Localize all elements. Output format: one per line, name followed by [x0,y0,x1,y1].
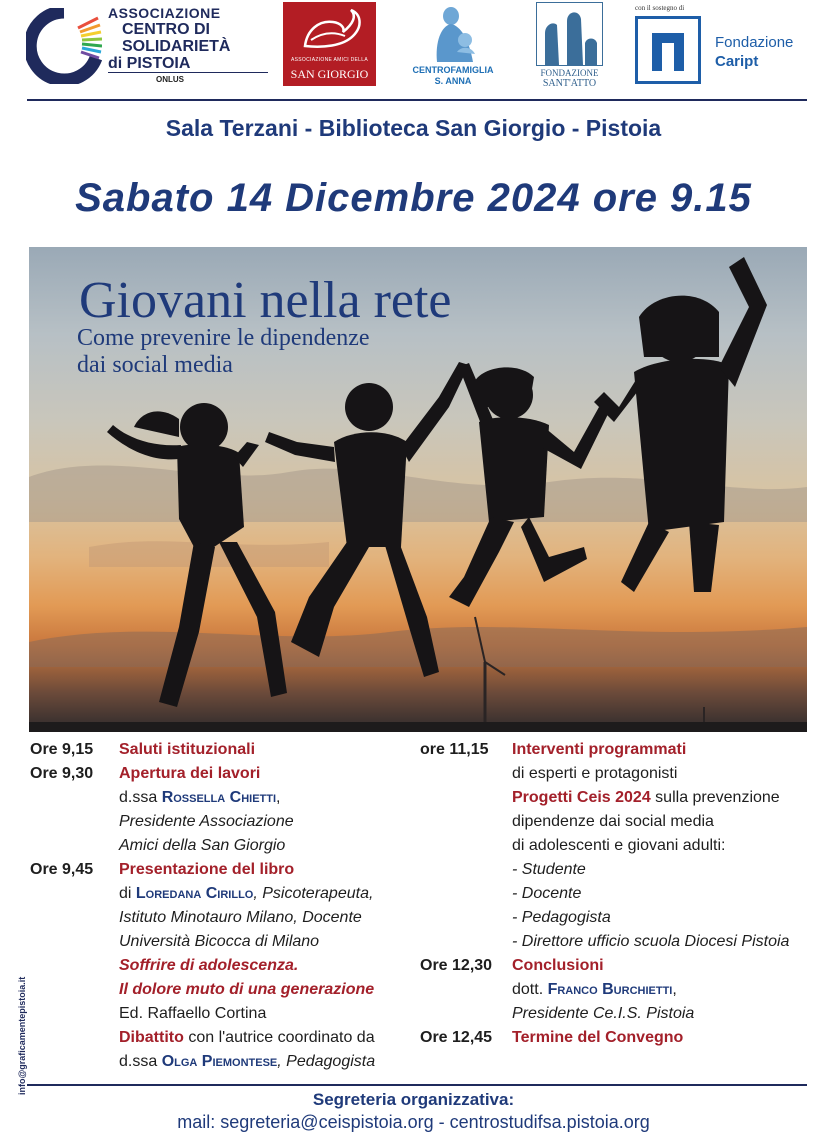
ceis-divider [108,72,268,73]
list-item: - Docente [512,885,582,902]
session-detail: dipendenze dai social media [512,813,714,830]
caript-support-label: con il sostegno di [635,4,685,12]
san-giorgio-small-text: ASSOCIAZIONE AMICI DELLA [291,57,368,63]
ceis-ring-icon [26,8,102,84]
projects-label: Progetti Ceis 2024 [512,789,651,806]
program-row [420,1026,684,1050]
projects-text: sulla prevenzione [650,789,780,806]
session-time: ore 11,15 [420,741,489,758]
book-publisher: Ed. Raffaello Cortina [119,1005,267,1022]
secretariat-contacts[interactable]: mail: segreteria@ceispistoia.org - centrostudifsa.pistoia.org [177,1112,650,1132]
ceis-wordmark [108,6,278,72]
san-giorgio-logo [283,2,376,86]
speaker-name: Loredana Cirillo [135,885,254,902]
session-title: Conclusioni [512,957,604,974]
speaker-prefix: d.ssa [119,1053,162,1070]
ceis-line-1: ASSOCIAZIONE [108,5,221,21]
header-divider [27,99,807,101]
session-title: Presentazione del libro [119,861,295,878]
program-row [119,1050,375,1074]
speaker-prefix: di [119,885,136,902]
designer-credit: info@graficamentepistoia.it [17,976,27,1095]
sant-atto-logo [533,2,606,90]
speaker-name: Rossella Chietti [161,789,277,806]
session-detail: di adolescenti e giovani adulti: [512,837,726,854]
hero-photo [29,247,807,732]
list-item: - Pedagogista [512,909,611,926]
debate-label: Dibattito [119,1029,184,1046]
speaker-comma: , [276,789,281,806]
session-title: Saluti istituzionali [119,741,256,758]
program-right-column [420,738,820,1058]
centro-famiglia-line-1: CENTROFAMIGLIA [412,65,494,75]
session-title: Interventi programmati [512,741,687,758]
sant-atto-frame [536,2,603,66]
program-row [420,738,687,762]
book-title-line-2: Il dolore muto di una generazione [119,981,375,998]
book-title-line-1: Soffrire di adolescenza. [119,957,299,974]
program-row [119,786,280,810]
speaker-affiliation: Università Bicocca di Milano [119,933,320,950]
program-row [30,762,261,786]
hero-subtitle-line-1: Come prevenire le dipendenze [77,325,370,351]
session-title: Apertura dei lavori [119,765,261,782]
speaker-role: Amici della San Giorgio [119,837,286,854]
program-row [119,1026,375,1050]
program-left-column [30,738,420,1078]
sant-atto-line-2: SANT'ATTO [542,78,597,89]
ceis-line-3: SOLIDARIETÀ [122,38,231,55]
caript-name-line-1: Fondazione [715,34,794,51]
sant-atto-line-1: FONDAZIONE [540,68,599,78]
caript-name-line-2: Caript [715,53,759,70]
ceis-line-4: di PISTOIA [108,55,191,72]
ceis-onlus: ONLUS [156,75,184,84]
centro-famiglia-logo [407,2,499,92]
program-row [420,954,604,978]
program-row [512,978,677,1002]
caript-logo [633,2,813,90]
session-time: Ore 9,45 [30,861,94,878]
speaker-role: , Pedagogista [277,1053,376,1070]
caript-n-icon [638,19,698,81]
session-time: Ore 12,30 [420,957,493,974]
speaker-name: Franco Burchietti [547,981,673,998]
speaker-role: Presidente Ce.I.S. Pistoia [512,1005,695,1022]
hero-title: Giovani nella rete [79,272,452,329]
session-time: Ore 9,15 [30,741,94,758]
program-row [30,858,295,882]
hero-subtitle-line-2: dai social media [77,352,233,378]
speaker-comma: , [672,981,677,998]
list-item: - Studente [512,861,586,878]
debate-text: con l'autrice coordinato da [183,1029,375,1046]
centro-famiglia-line-2: S. ANNA [434,76,472,86]
list-item: - Direttore ufficio scuola Diocesi Pistoia [512,933,790,950]
speaker-prefix: d.ssa [119,789,162,806]
session-title: Termine del Convegno [512,1029,684,1046]
speaker-role: , Psicoterapeuta, [253,885,374,902]
logo-bar [0,0,827,100]
speaker-prefix: dott. [512,981,548,998]
program-row [30,738,256,762]
program-row [512,786,780,810]
program-row [119,882,373,906]
session-detail: di esperti e protagonisti [512,765,678,782]
mother-child-icon [407,2,499,64]
secretariat-label: Segreteria organizzativa: [312,1090,515,1109]
swan-icon [283,2,376,58]
caript-mark [635,16,701,84]
hero-subtitle [77,325,497,379]
speaker-role: Presidente Associazione [119,813,294,830]
speaker-name: Olga Piemontese [161,1053,278,1070]
ceis-line-2: CENTRO DI [122,21,210,38]
saint-figure-icon [537,3,602,65]
session-time: Ore 12,45 [420,1029,493,1046]
san-giorgio-big-text: SAN GIORGIO [290,67,369,81]
ceis-logo [26,6,276,92]
event-date: Sabato 14 Dicembre 2024 ore 9.15 [75,176,752,220]
footer-divider [27,1084,807,1086]
speaker-affiliation: Istituto Minotauro Milano, Docente [119,909,362,926]
session-time: Ore 9,30 [30,765,94,782]
venue-heading: Sala Terzani - Biblioteca San Giorgio - Pistoia [165,115,662,141]
